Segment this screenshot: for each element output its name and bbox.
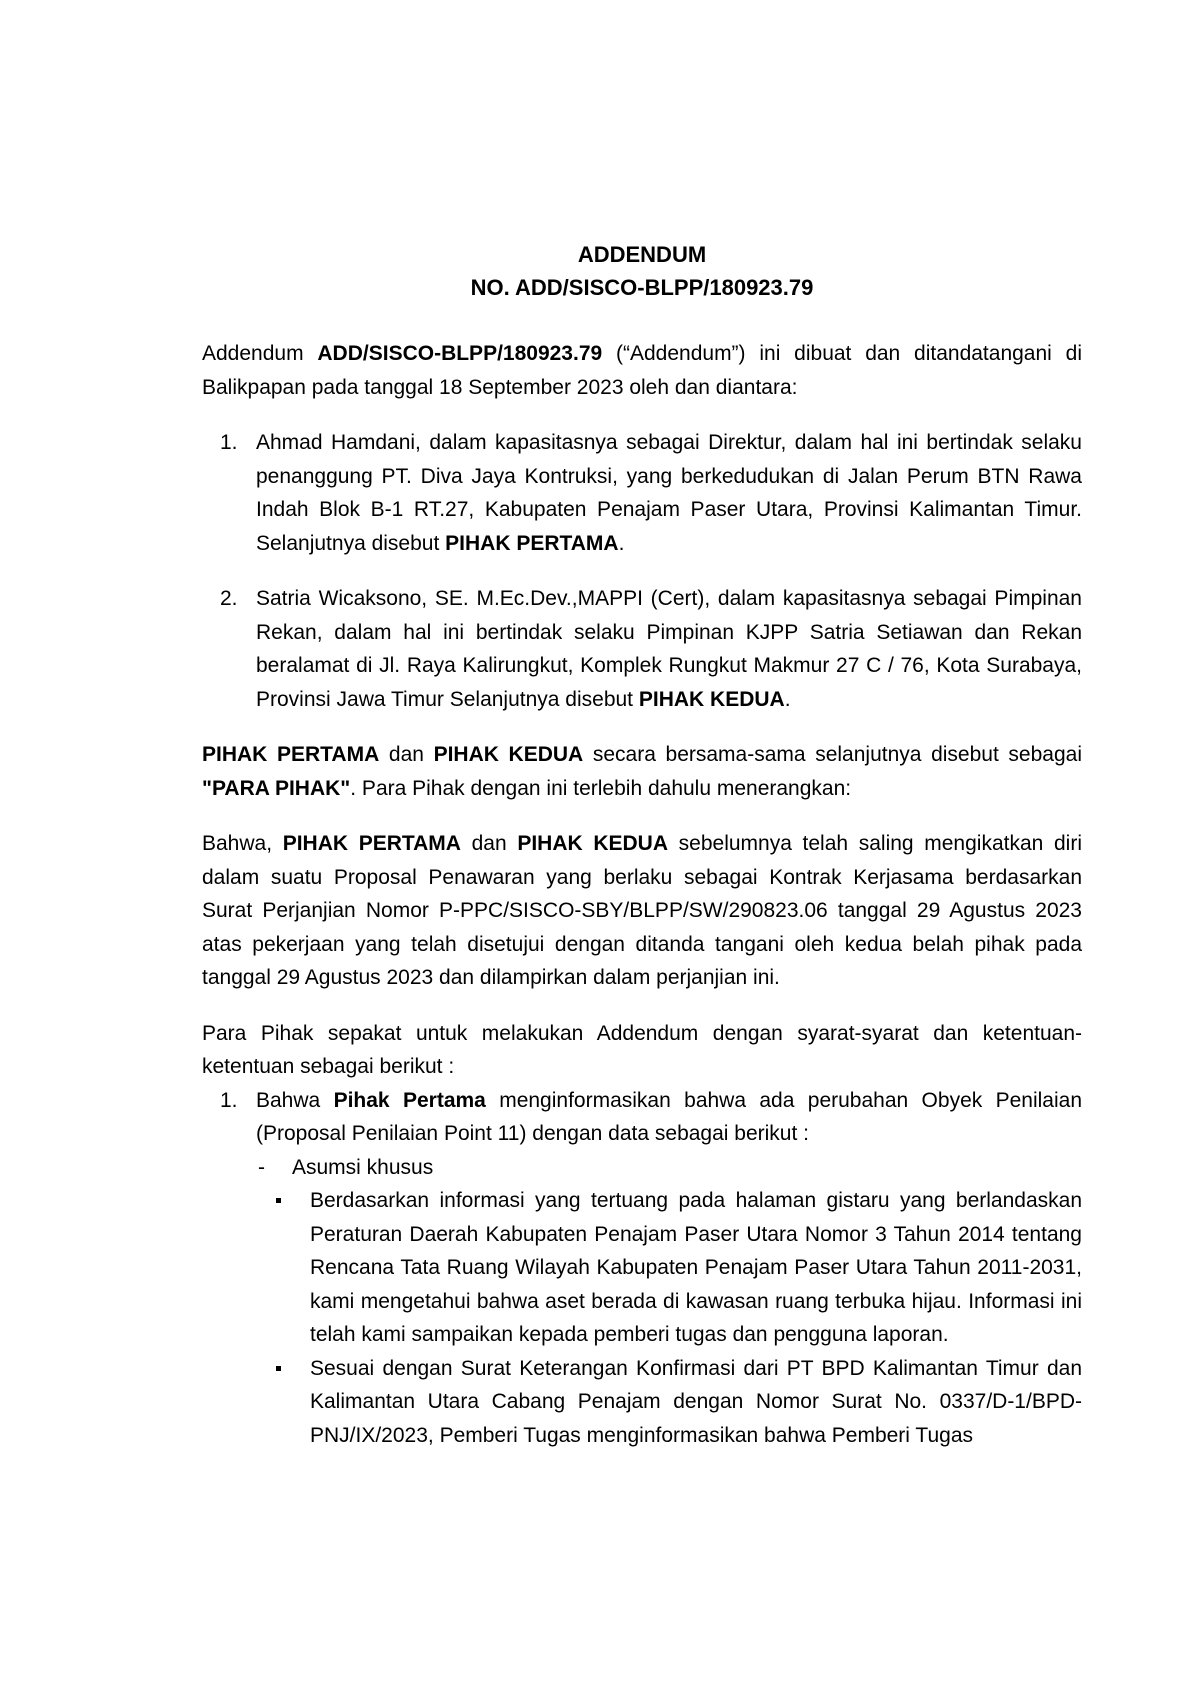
list-marker: 1. (220, 431, 238, 454)
document-title: ADDENDUM (577, 242, 707, 267)
sub-item-label: Asumsi khusus (292, 1155, 434, 1179)
party-designation: PIHAK KEDUA (638, 687, 785, 711)
intro-paragraph (202, 337, 1082, 404)
square-bullet-icon (276, 1198, 281, 1203)
text-run: . Para Pihak dengan ini terlebih dahulu menerangkan: (350, 776, 852, 800)
text-run: sebelumnya telah saling mengikatkan diri dalam suatu Proposal Penawaran yang berlaku sebagai Kontrak Kerjasama berdasarkan Surat Perjanjian Nomor P-PPC/SISCO-SBY/BLPP/SW/290823.06 tanggal 29 Agustus 2023 atas pekerjaan yang telah disetujui dengan ditanda tangani oleh kedua belah pihak pada tanggal 29 Agustus 2023 dan dilampirkan dalam perjanjian ini. (202, 832, 1082, 989)
terms-list (202, 1084, 1082, 1453)
bold-term: PIHAK PERTAMA (202, 743, 380, 766)
party-text: Satria Wicaksono, SE. M.Ec.Dev.,MAPPI (Cert), dalam kapasitasnya sebagai Pimpinan Rekan, dalam hal ini bertindak selaku Pimpinan KJPP Satria Setiawan dan Rekan beralamat di Jl. Raya Kalirungkut, Komplek Rungkut Makmur 27 C / 76, Kota Surabaya, Provinsi Jawa Timur Selanjutnya disebut (256, 587, 1082, 711)
party-text: Ahmad Hamdani, dalam kapasitasnya sebagai Direktur, dalam hal ini bertindak selaku penanggung PT. Diva Jaya Kontruksi, yang berkedudukan di Jalan Perum BTN Rawa Indah Blok B-1 RT.27, Kabupaten Penajam Paser Utara, Provinsi Kalimantan Timur. Selanjutnya disebut (256, 431, 1082, 555)
bullet-item-1 (202, 1184, 1082, 1352)
text-run: Bahwa (256, 1088, 334, 1112)
bahwa-paragraph (202, 827, 1082, 995)
text-run: dan (460, 832, 518, 855)
sepakat-paragraph: Para Pihak sepakat untuk melakukan Addendum dengan syarat-syarat dan ketentuan-ketentuan sebagai berikut : (202, 1021, 1082, 1078)
parties-list (202, 426, 1082, 716)
bullet-item-2 (202, 1352, 1082, 1453)
party-item-2 (202, 582, 1082, 716)
text-run: secara bersama-sama selanjutnya disebut sebagai (583, 743, 1082, 766)
intro-doc-number: ADD/SISCO-BLPP/180923.79 (317, 342, 603, 365)
square-bullet-icon (276, 1366, 281, 1371)
bold-term: PIHAK KEDUA (517, 832, 668, 855)
para-pihak-paragraph (202, 738, 1082, 805)
term-item-1 (202, 1084, 1082, 1151)
bullet-text: Berdasarkan informasi yang tertuang pada halaman gistaru yang berlandaskan Peraturan Daerah Kabupaten Penajam Paser Utara Nomor 3 Tahun 2014 tentang Rencana Tata Ruang Wilayah Kabupaten Penajam Paser Utara Tahun 2011-2031, kami mengetahui bahwa aset berada di kawasan ruang terbuka hijau. Informasi ini telah kami sampaikan kepada pemberi tugas dan pengguna laporan. (310, 1189, 1082, 1346)
bold-term: PIHAK KEDUA (433, 743, 584, 766)
bullet-text: Sesuai dengan Surat Keterangan Konfirmasi dari PT BPD Kalimantan Timur dan Kalimantan Utara Cabang Penajam dengan Nomor Surat No. 0337/D-1/BPD-PNJ/IX/2023, Pemberi Tugas menginformasikan bahwa Pemberi Tugas (310, 1356, 1082, 1447)
text-run: dan (379, 743, 434, 766)
bold-term: "PARA PIHAK" (202, 776, 351, 800)
list-marker: 1. (220, 1088, 238, 1112)
dash-marker: - (258, 1155, 265, 1179)
text-run: menginformasikan bahwa ada perubahan Obyek Penilaian (Proposal Penilaian Point 11) dengan data sebagai berikut : (256, 1088, 1082, 1145)
sub-item-asumsi (202, 1151, 1082, 1185)
document-number: NO. ADD/SISCO-BLPP/180923.79 (470, 275, 814, 300)
intro-text: Addendum (202, 342, 318, 365)
list-marker: 2. (220, 587, 238, 610)
party-end: . (784, 687, 791, 711)
party-item-1 (202, 426, 1082, 560)
intro-text-rest: (“Addendum”) ini dibuat dan ditandatangani di Balikpapan pada tanggal 18 September 2023 oleh dan diantara: (202, 342, 1082, 399)
party-designation: PIHAK PERTAMA (445, 531, 619, 555)
document-header (202, 238, 1082, 304)
document-page (202, 238, 1082, 1452)
bold-term: PIHAK PERTAMA (282, 832, 461, 855)
bold-term: Pihak Pertama (333, 1088, 486, 1112)
text-run: Bahwa, (202, 832, 283, 855)
party-end: . (618, 531, 625, 555)
